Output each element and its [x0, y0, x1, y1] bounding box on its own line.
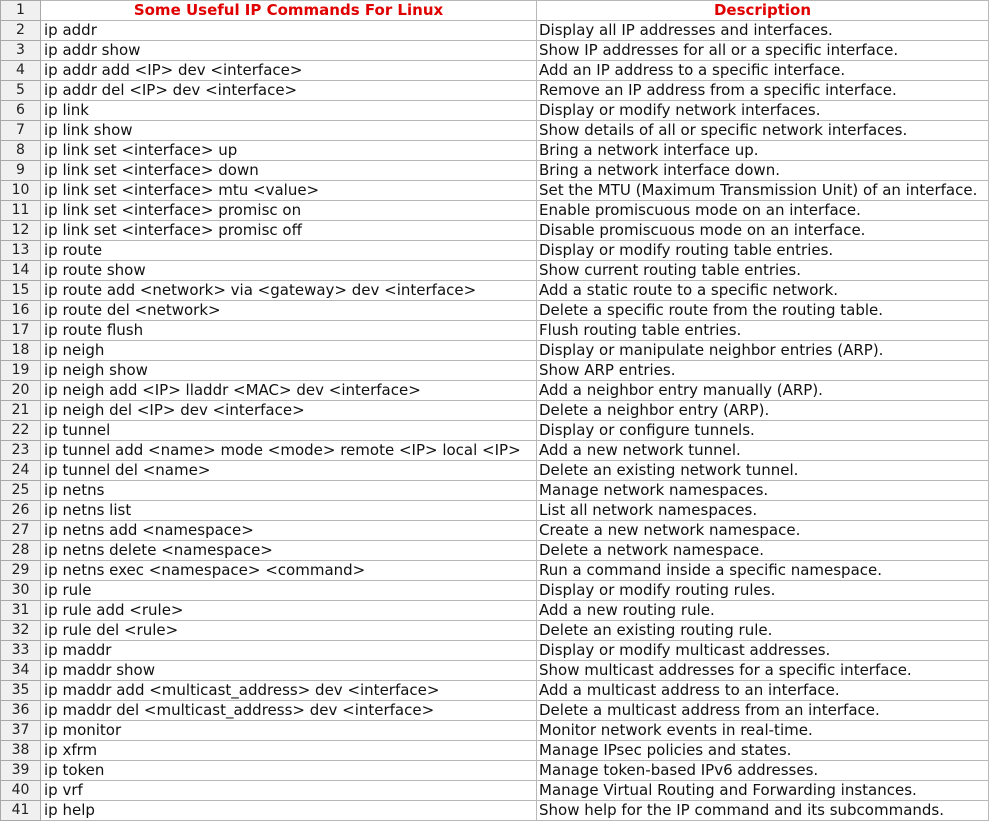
header-row: [1, 1, 989, 21]
table-row: [1, 561, 989, 581]
description-cell[interactable]: Bring a network interface up.: [537, 141, 989, 161]
command-cell[interactable]: ip addr: [41, 21, 537, 41]
description-cell[interactable]: Display or manipulate neighbor entries (ARP).: [537, 341, 989, 361]
command-cell[interactable]: ip token: [41, 761, 537, 781]
table-row: [1, 641, 989, 661]
description-cell[interactable]: Show multicast addresses for a specific interface.: [537, 661, 989, 681]
row-number-cell[interactable]: 22: [1, 421, 41, 441]
command-cell[interactable]: ip link: [41, 101, 537, 121]
table-row: [1, 721, 989, 741]
command-cell[interactable]: ip route add <network> via <gateway> dev <interface>: [41, 281, 537, 301]
description-cell[interactable]: Delete a network namespace.: [537, 541, 989, 561]
row-number-cell[interactable]: 26: [1, 501, 41, 521]
row-number-cell[interactable]: 29: [1, 561, 41, 581]
command-cell[interactable]: ip maddr show: [41, 661, 537, 681]
command-cell[interactable]: ip netns list: [41, 501, 537, 521]
description-cell[interactable]: Show current routing table entries.: [537, 261, 989, 281]
row-number-cell[interactable]: 34: [1, 661, 41, 681]
table-row: [1, 341, 989, 361]
table-row: [1, 381, 989, 401]
command-cell[interactable]: ip maddr del <multicast_address> dev <interface>: [41, 701, 537, 721]
row-number-cell[interactable]: 5: [1, 81, 41, 101]
command-cell[interactable]: ip link set <interface> promisc off: [41, 221, 537, 241]
command-cell[interactable]: ip neigh del <IP> dev <interface>: [41, 401, 537, 421]
description-cell[interactable]: Bring a network interface down.: [537, 161, 989, 181]
table-body: [1, 1, 989, 821]
table-row: [1, 121, 989, 141]
row-number-cell[interactable]: 4: [1, 61, 41, 81]
description-cell[interactable]: Show details of all or specific network interfaces.: [537, 121, 989, 141]
table-row: [1, 461, 989, 481]
table-row: [1, 261, 989, 281]
table-row: [1, 681, 989, 701]
command-cell[interactable]: ip rule add <rule>: [41, 601, 537, 621]
table-row: [1, 781, 989, 801]
description-cell[interactable]: Add a new routing rule.: [537, 601, 989, 621]
row-number-cell[interactable]: 41: [1, 801, 41, 821]
table-row: [1, 81, 989, 101]
description-cell[interactable]: Delete an existing routing rule.: [537, 621, 989, 641]
table-row: [1, 201, 989, 221]
command-cell[interactable]: ip route del <network>: [41, 301, 537, 321]
row-number-cell[interactable]: 25: [1, 481, 41, 501]
description-cell[interactable]: Flush routing table entries.: [537, 321, 989, 341]
command-cell[interactable]: ip addr del <IP> dev <interface>: [41, 81, 537, 101]
table-row: [1, 401, 989, 421]
row-number-cell[interactable]: 36: [1, 701, 41, 721]
command-cell[interactable]: ip help: [41, 801, 537, 821]
description-cell[interactable]: Add a neighbor entry manually (ARP).: [537, 381, 989, 401]
table-row: [1, 661, 989, 681]
description-cell[interactable]: Manage Virtual Routing and Forwarding instances.: [537, 781, 989, 801]
command-cell[interactable]: ip link set <interface> promisc on: [41, 201, 537, 221]
description-cell[interactable]: Display or modify multicast addresses.: [537, 641, 989, 661]
description-cell[interactable]: Set the MTU (Maximum Transmission Unit) of an interface.: [537, 181, 989, 201]
command-cell[interactable]: ip neigh: [41, 341, 537, 361]
command-cell[interactable]: ip netns: [41, 481, 537, 501]
command-cell[interactable]: ip neigh show: [41, 361, 537, 381]
description-cell[interactable]: Run a command inside a specific namespace.: [537, 561, 989, 581]
table-row: [1, 281, 989, 301]
row-number-cell[interactable]: 20: [1, 381, 41, 401]
description-cell[interactable]: Add a static route to a specific network.: [537, 281, 989, 301]
description-cell[interactable]: Display all IP addresses and interfaces.: [537, 21, 989, 41]
table-row: [1, 61, 989, 81]
row-number-cell[interactable]: 13: [1, 241, 41, 261]
description-cell[interactable]: Display or configure tunnels.: [537, 421, 989, 441]
description-cell[interactable]: Disable promiscuous mode on an interface.: [537, 221, 989, 241]
description-cell[interactable]: Delete a multicast address from an interface.: [537, 701, 989, 721]
description-cell[interactable]: Add a new network tunnel.: [537, 441, 989, 461]
table-row: [1, 41, 989, 61]
description-cell[interactable]: Monitor network events in real-time.: [537, 721, 989, 741]
row-number-cell[interactable]: 38: [1, 741, 41, 761]
command-cell[interactable]: ip link set <interface> mtu <value>: [41, 181, 537, 201]
table-row: [1, 621, 989, 641]
row-number-cell[interactable]: 18: [1, 341, 41, 361]
table-row: [1, 301, 989, 321]
table-row: [1, 101, 989, 121]
description-header-cell[interactable]: Description: [537, 1, 989, 21]
row-number-cell[interactable]: 17: [1, 321, 41, 341]
command-cell[interactable]: ip link set <interface> up: [41, 141, 537, 161]
row-number-cell[interactable]: 23: [1, 441, 41, 461]
table-row: [1, 701, 989, 721]
row-number-cell[interactable]: 11: [1, 201, 41, 221]
row-number-cell[interactable]: 33: [1, 641, 41, 661]
command-cell[interactable]: ip route show: [41, 261, 537, 281]
description-cell[interactable]: Show ARP entries.: [537, 361, 989, 381]
description-cell[interactable]: Manage network namespaces.: [537, 481, 989, 501]
description-cell[interactable]: Create a new network namespace.: [537, 521, 989, 541]
row-number-cell[interactable]: 12: [1, 221, 41, 241]
row-number-cell[interactable]: 10: [1, 181, 41, 201]
row-number-cell[interactable]: 28: [1, 541, 41, 561]
table-row: [1, 521, 989, 541]
command-cell[interactable]: ip netns add <namespace>: [41, 521, 537, 541]
row-number-cell[interactable]: 32: [1, 621, 41, 641]
row-number-cell[interactable]: 40: [1, 781, 41, 801]
description-cell[interactable]: Show IP addresses for all or a specific interface.: [537, 41, 989, 61]
table-row: [1, 321, 989, 341]
row-number-cell[interactable]: 3: [1, 41, 41, 61]
description-cell[interactable]: Manage IPsec policies and states.: [537, 741, 989, 761]
table-row: [1, 161, 989, 181]
table-row: [1, 761, 989, 781]
command-cell[interactable]: ip xfrm: [41, 741, 537, 761]
row-number-cell[interactable]: 16: [1, 301, 41, 321]
row-number-cell[interactable]: 27: [1, 521, 41, 541]
description-cell[interactable]: Manage token-based IPv6 addresses.: [537, 761, 989, 781]
description-cell[interactable]: Delete an existing network tunnel.: [537, 461, 989, 481]
row-number-cell[interactable]: 6: [1, 101, 41, 121]
command-cell[interactable]: ip netns exec <namespace> <command>: [41, 561, 537, 581]
row-number-cell[interactable]: 24: [1, 461, 41, 481]
table-row: [1, 741, 989, 761]
command-cell[interactable]: ip netns delete <namespace>: [41, 541, 537, 561]
command-cell[interactable]: ip neigh add <IP> lladdr <MAC> dev <interface>: [41, 381, 537, 401]
command-cell[interactable]: ip route flush: [41, 321, 537, 341]
description-cell[interactable]: List all network namespaces.: [537, 501, 989, 521]
command-cell[interactable]: ip addr show: [41, 41, 537, 61]
description-cell[interactable]: Display or modify routing rules.: [537, 581, 989, 601]
command-cell[interactable]: ip vrf: [41, 781, 537, 801]
table-row: [1, 501, 989, 521]
command-cell[interactable]: ip link set <interface> down: [41, 161, 537, 181]
row-number-cell[interactable]: 15: [1, 281, 41, 301]
row-number-cell[interactable]: 2: [1, 21, 41, 41]
table-row: [1, 601, 989, 621]
description-cell[interactable]: Add a multicast address to an interface.: [537, 681, 989, 701]
command-cell[interactable]: ip link show: [41, 121, 537, 141]
row-number-cell[interactable]: 35: [1, 681, 41, 701]
table-row: [1, 481, 989, 501]
description-cell[interactable]: Show help for the IP command and its subcommands.: [537, 801, 989, 821]
description-cell[interactable]: Display or modify network interfaces.: [537, 101, 989, 121]
command-cell[interactable]: ip rule: [41, 581, 537, 601]
command-cell[interactable]: ip addr add <IP> dev <interface>: [41, 61, 537, 81]
description-cell[interactable]: Delete a neighbor entry (ARP).: [537, 401, 989, 421]
command-cell[interactable]: ip maddr: [41, 641, 537, 661]
description-cell[interactable]: Remove an IP address from a specific interface.: [537, 81, 989, 101]
row-number-cell[interactable]: 21: [1, 401, 41, 421]
table-row: [1, 801, 989, 821]
command-cell[interactable]: ip route: [41, 241, 537, 261]
table-row: [1, 361, 989, 381]
table-row: [1, 181, 989, 201]
command-cell[interactable]: ip monitor: [41, 721, 537, 741]
table-row: [1, 241, 989, 261]
row-number-cell[interactable]: 7: [1, 121, 41, 141]
table-row: [1, 21, 989, 41]
command-cell[interactable]: ip rule del <rule>: [41, 621, 537, 641]
row-number-cell[interactable]: 31: [1, 601, 41, 621]
table-row: [1, 441, 989, 461]
description-cell[interactable]: Add an IP address to a specific interface.: [537, 61, 989, 81]
command-cell[interactable]: ip tunnel add <name> mode <mode> remote <IP> local <IP>: [41, 441, 537, 461]
table-row: [1, 421, 989, 441]
table-row: [1, 541, 989, 561]
row-number-cell[interactable]: 19: [1, 361, 41, 381]
row-number-cell[interactable]: 1: [1, 1, 41, 21]
row-number-cell[interactable]: 14: [1, 261, 41, 281]
row-number-cell[interactable]: 30: [1, 581, 41, 601]
command-cell[interactable]: ip tunnel del <name>: [41, 461, 537, 481]
description-cell[interactable]: Delete a specific route from the routing table.: [537, 301, 989, 321]
command-cell[interactable]: ip maddr add <multicast_address> dev <interface>: [41, 681, 537, 701]
description-cell[interactable]: Display or modify routing table entries.: [537, 241, 989, 261]
row-number-cell[interactable]: 39: [1, 761, 41, 781]
row-number-cell[interactable]: 37: [1, 721, 41, 741]
description-cell[interactable]: Enable promiscuous mode on an interface.: [537, 201, 989, 221]
table-row: [1, 141, 989, 161]
table-row: [1, 581, 989, 601]
command-cell[interactable]: ip tunnel: [41, 421, 537, 441]
row-number-cell[interactable]: 8: [1, 141, 41, 161]
row-number-cell[interactable]: 9: [1, 161, 41, 181]
table-row: [1, 221, 989, 241]
command-header-cell[interactable]: Some Useful IP Commands For Linux: [41, 1, 537, 21]
